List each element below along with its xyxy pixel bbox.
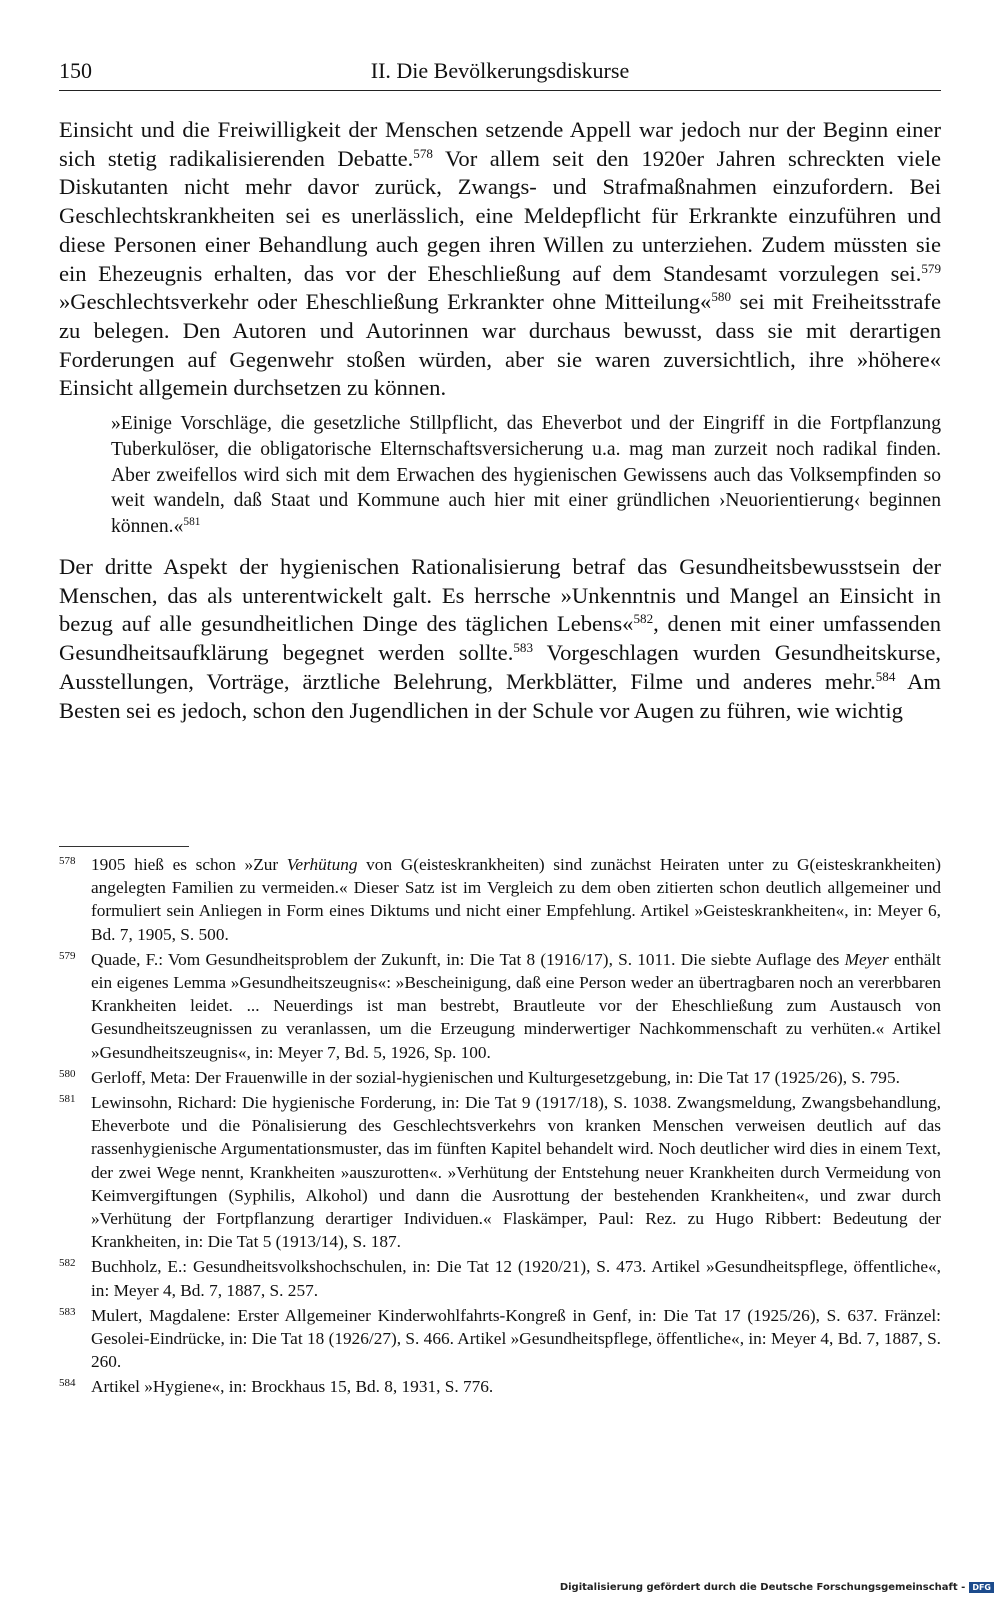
dfg-logo-icon: DFG — [969, 1582, 994, 1593]
paragraph-1: Einsicht und die Freiwilligkeit der Menschen setzende Appell war jedoch nur der Beginn einer sich stetig radikalisierenden Debatte.$^{578}$ Vor allem seit den 1920er Jahren schreckten viele Diskutanten nicht mehr davor zurück, Zwangs- und Strafmaßnahmen einzufordern. Bei Geschlechtskrankheiten sei es unerlässlich, eine Meldepflicht für Erkrankte einzuführen und diese Personen einer Behandlung auch gegen ihren Willen zu unterziehen. Zudem müssten sie ein Ehezeugnis erhalten, das vor der Eheschließung auf dem Standesamt vorzulegen sei.$^{579}$ »Geschlechtsverkehr oder Eheschließung Erkrankter ohne Mitteilung«$^{580}$ sei mit Freiheitsstrafe zu belegen. Den Autoren und Autorinnen war durchaus bewusst, dass sie mit derartigen Forderungen auf Gegenwehr stoßen würden, aber sie waren zuversichtlich, ihre »höhere« Einsicht allgemein durchsetzen zu können. — [59, 117, 942, 401]
block-quote: »Einige Vorschläge, die gesetzliche Stillpflicht, das Eheverbot und der Eingriff in die Fortpflanzung Tuberkulöser, die obligatorische Elternschaftsversicherung u.a. mag man zurzeit noch radikal finden. Aber zweifellos wird sich mit dem Erwachen des hygienischen Gewissens auch das Volksempfinden so weit wandeln, daß Staat und Kommune auch hier mit einer gründlichen ›Neuorientierung‹ beginnen können.«$^{581}$ — [111, 413, 941, 538]
funding-text: Digitalisierung gefördert durch die Deutsche Forschungsgemeinschaft - — [559, 1582, 966, 1593]
footnote-584: 584 Artikel »Hygiene«, in: Brockhaus 15, Bd. 8, 1931, S. 776. — [59, 1375, 941, 1398]
chapter-title: II. Die Bevölkerungsdiskurse — [370, 58, 630, 83]
footnote-number: 579 — [59, 949, 76, 962]
footnote-number: 583 — [59, 1305, 76, 1318]
paragraph-2: Der dritte Aspekt der hygienischen Rationalisierung betraf das Gesundheitsbewusstsein der Menschen, das als unterentwickelt galt. Es herrsche »Unkenntnis und Mangel an Einsicht in bezug auf alle gesundheitlichen Dinge des täglichen Lebens«$^{582}$, denen mit einer umfassenden Gesundheitsaufklärung begegnet werden sollte.$^{583}$ Vorgeschlagen wurden Gesundheitskurse, Ausstellungen, Vorträge, ärztliche Belehrung, Merkblätter, Filme und anderes mehr.$^{584}$ Am Besten sei es jedoch, schon den Jugendlichen in der Schule vor Augen zu führen, wie wichtig — [59, 554, 941, 723]
footnote-number: 584 — [59, 1377, 76, 1390]
footnote-580: 580 Gerloff, Meta: Der Frauenwille in der sozial-hygienischen und Kulturgesetzgebung, in: Die Tat 17 (1925/26), S. 795. — [59, 1066, 941, 1089]
digitization-notice — [560, 1582, 994, 1593]
footnote-583: 583 Mulert, Magdalene: Erster Allgemeiner Kinderwohlfahrts-Kongreß in Genf, in: Die Tat 17 (1925/26), S. 637. Fränzel: Gesolei-Eindrücke, in: Die Tat 18 (1926/27), S. 466. Artikel »Gesundheitspflege, öffentliche«, in: Meyer 4, Bd. 7, 1887, S. 260. — [59, 1304, 941, 1374]
footnote-ref-578[interactable]: 578 — [413, 145, 433, 161]
footnote-579: 579 Quade, F.: Vom Gesundheitsproblem der Zukunft, in: Die Tat 8 (1916/17), S. 1011. Die siebte Auflage des Meyer enthält ein eigenes Lemma »Gesundheitszeugnis«: »Bescheinigung, daß eine Person weder an übertragbaren noch an vererbbaren Krankheiten leidet. ... Neuerdings ist man bestrebt, Brautleute vor der Eheschließung zum Austausch von Gesundheitszeugnissen zu veranlassen, um die Erzeugung minderwertiger Nachkommenschaft zu verhüten.« Artikel »Gesundheitszeugnis«, in: Meyer 7, Bd. 5, 1926, Sp. 100. — [59, 948, 941, 1064]
footnote-581: 581 Lewinsohn, Richard: Die hygienische Forderung, in: Die Tat 9 (1917/18), S. 1038. Zwangsmeldung, Zwangsbehandlung, Eheverbote und die Pönalisierung des Geschlechtsverkehrs von kranken Menschen verweisen deutlich auf das rassenhygienische Argumentationsmuster, das im fünften Kapitel behandelt wird. Noch deutlicher wird dies in einem Text, der zwei Wege nennt, Krankheiten »auszurotten«. »Verhütung der Entstehung neuer Krankheiten durch Vermeidung von Keimvergiftungen (Syphilis, Alkohol) und dann die Ausrottung der bestehenden Krankheiten«, und zwar durch »Verhütung der Fortpflanzung derartiger Individuen.« Flaskämper, Paul: Rez. zu Hugo Ribbert: Bedeutung der Krankheiten, in: Die Tat 5 (1913/14), S. 187. — [59, 1091, 941, 1253]
footnote-ref-580[interactable]: 580 — [711, 289, 731, 305]
page-number: 150 — [59, 58, 92, 83]
footnote-number: 582 — [59, 1257, 76, 1270]
footnote-ref-582[interactable]: 582 — [633, 611, 654, 627]
footnote-578: 578 1905 hieß es schon »Zur Verhütung von G(eisteskrankheiten) sind zunächst Heiraten unter zu G(eisteskrankheiten) angelegten Familien zu vermeiden.« Dieser Satz ist im Vergleich zu dem oben zitierten schon deutlich allgemeiner und formuliert sein Anliegen in Form eines Diktums und nicht einer Empfehlung. Artikel »Geisteskrankheiten«, in: Meyer 6, Bd. 7, 1905, S. 500. — [59, 853, 941, 946]
footnote-number: 578 — [59, 855, 76, 867]
footnote-number: 580 — [59, 1067, 76, 1080]
footnote-ref-581[interactable]: 581 — [183, 516, 201, 529]
footnote-divider — [59, 846, 189, 847]
footnote-ref-579[interactable]: 579 — [921, 260, 941, 276]
footnote-ref-583[interactable]: 583 — [513, 640, 534, 655]
footnote-582: 582 Buchholz, E.: Gesundheitsvolkshochschulen, in: Die Tat 12 (1920/21), S. 473. Artikel »Gesundheitspflege, öffentliche«, in: Meyer 4, Bd. 7, 1887, S. 257. — [59, 1255, 941, 1301]
running-header — [59, 54, 941, 91]
footnote-number: 581 — [59, 1093, 76, 1106]
main-text — [59, 116, 941, 725]
footnote-ref-584[interactable]: 584 — [875, 668, 896, 684]
footnotes — [59, 853, 941, 1401]
